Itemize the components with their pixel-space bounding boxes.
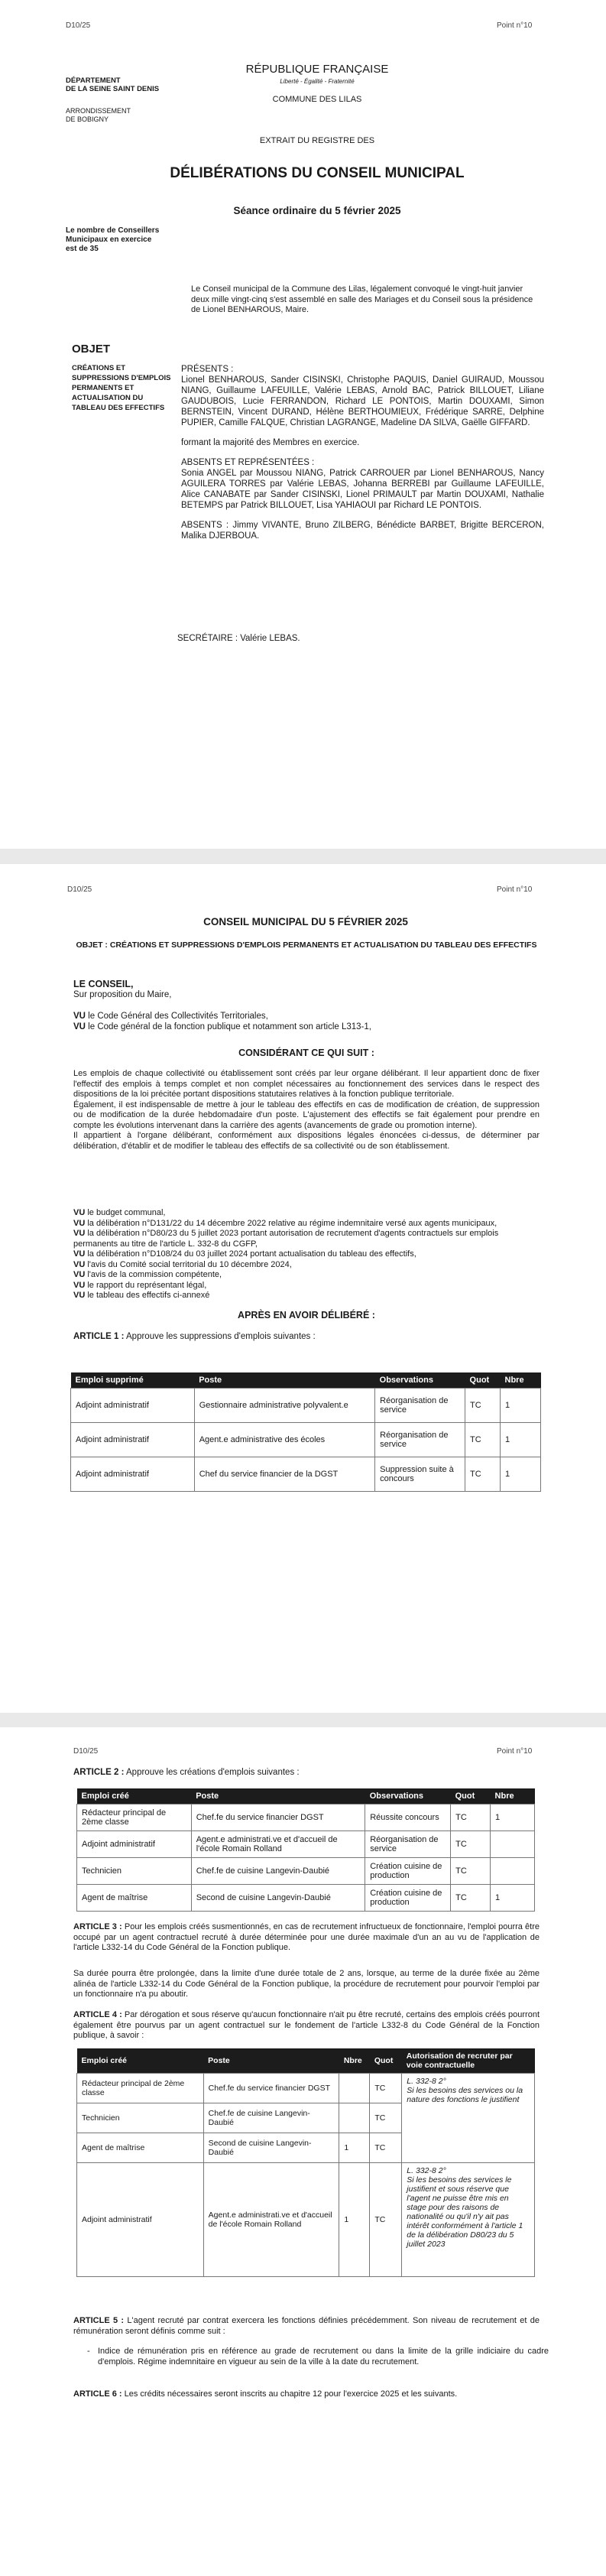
absents-represented-label: ABSENTS ET REPRÉSENTÉES : — [181, 458, 315, 467]
vu-text: la délibération n°D80/23 du 5 juillet 2023 portant autorisation de recrutement d'agents contractuels sur emplois permanents au titre de l'article L. 332-8 du CGFP, — [73, 1229, 499, 1249]
table-header: Poste — [203, 2048, 339, 2074]
table-cell: Adjoint administratif — [77, 2163, 204, 2277]
table-cell: Adjoint administratif — [71, 1389, 195, 1423]
table-row — [71, 1457, 541, 1492]
table-cell: 1 — [339, 2163, 370, 2277]
table-row — [77, 1804, 535, 1831]
absents-list: ABSENTS : Jimmy VIVANTE, Bruno ZILBERG, Bénédicte BARBET, Brigitte BERCERON, Malika DJERBOUA. — [181, 521, 544, 541]
table-cell: TC — [451, 1858, 491, 1885]
table-cell: 1 — [501, 1389, 541, 1423]
article-4-text: Par dérogation et sous réserve qu'aucun fonctionnaire n'ait pu être recruté, certains des emplois créés pourront également être pourvus par un agent contractuel sur le fondement de l'article L332-8 du Code Général de la Fonction publique, à savoir : — [73, 2010, 540, 2040]
le-conseil: LE CONSEIL, — [73, 979, 134, 989]
article-2-label: ARTICLE 2 : — [73, 1768, 125, 1777]
table-cell: Réussite concours — [365, 1804, 451, 1831]
arrondissement: ARRONDISSEMENT DE BOBIGNY — [66, 107, 131, 123]
article-1-label: ARTICLE 1 : — [73, 1332, 125, 1341]
article-6-label: ARTICLE 6 : — [73, 2389, 122, 2399]
table-header: Observations — [375, 1372, 465, 1389]
department: DÉPARTEMENT DE LA SEINE SAINT DENIS — [66, 76, 160, 93]
vu-text: le rapport du représentant légal, — [87, 1280, 207, 1290]
table-cell: TC — [465, 1457, 501, 1492]
vu-item — [73, 1208, 540, 1219]
considerant-p1: Les emplois de chaque collectivité ou établissement sont créés par leur organe délibérant. Il leur appartient donc de fixer l'effectif des emplois à temps complet et non complet nécessaires au fonctionnement des services dans le respect des dispositions de la loi précitée portant dispositions statutaires relatives à la fonction publique territoriale. — [73, 1069, 540, 1099]
table-cell: TC — [451, 1885, 491, 1912]
objet-line: OBJET : CRÉATIONS ET SUPPRESSIONS D'EMPLOIS PERMANENTS ET ACTUALISATION DU TABLEAU DES EFFECTIFS — [76, 940, 537, 950]
page-3 — [0, 1727, 606, 2576]
article-6-text: Les crédits nécessaires seront inscrits au chapitre 12 pour l'exercice 2025 et les suivants. — [124, 2389, 458, 2399]
table-cell: Second de cuisine Langevin-Daubié — [191, 1885, 365, 1912]
page-1 — [0, 0, 606, 849]
considerant-block — [73, 1069, 540, 1152]
extract-label: EXTRAIT DU REGISTRE DES — [259, 136, 375, 145]
vu-text: l'avis de la commission compétente, — [87, 1270, 222, 1279]
table-cell — [339, 2074, 370, 2103]
vu-list — [73, 1208, 540, 1301]
presents-list: Lionel BENHAROUS, Sander CISINSKI, Christophe PAQUIS, Daniel GUIRAUD, Moussou NIANG, Guillaume LAFEUILLE, Valérie LEBAS, Arnold BAC, Patrick BILLOUET, Liliane GAUDUBOIS, Lucie FERRANDON, Richard LE PONTOIS, Martin DOUXAMI, Simon BERNSTEIN, Vincent DURAND, Hélène BERTHOUMIEUX, Frédérique SARRE, Delphine PUPIER, Camille FALQUE, Christian LAGRANGE, Madeline DA SILVA, Gaëlle GIFFARD. — [181, 375, 544, 427]
table-cell: TC — [465, 1389, 501, 1423]
article-1-text: Approuve les suppressions d'emplois suivantes : — [126, 1332, 316, 1341]
table-cell: Création cuisine de production — [365, 1885, 451, 1912]
contractual-table — [76, 2048, 535, 2277]
vu-item — [73, 1291, 540, 1301]
preamble — [73, 979, 540, 1032]
secretary: SECRÉTAIRE : Valérie LEBAS. — [177, 634, 300, 643]
table-cell: Chef du service financier de la DGST — [194, 1457, 374, 1492]
article-5-bullet: - Indice de rémunération pris en référence au grade de recrutement ou dans la limite de la grille indiciaire du cadre d'emplois. Régime indemnitaire en vigueur au sein de la ville à la date du recrutement. — [81, 2347, 549, 2367]
table-cell: Adjoint administratif — [77, 1831, 192, 1858]
doc-ref: D10/25 — [73, 1747, 99, 1756]
article-2-text: Approuve les créations d'emplois suivantes : — [126, 1768, 300, 1777]
vu-text: la délibération n°D131/22 du 14 décembre 2022 relative au régime indemnitaire versé aux agents municipaux, — [87, 1218, 497, 1228]
table-cell: Agent.e administrative des écoles — [194, 1423, 374, 1457]
article-3-text: Pour les emplois créés susmentionnés, en cas de recrutement infructueux de fonctionnaire, l'emploi pourra être occupé par un agent contractuel recruté à durée déterminée pour une durée maximale d'un an au vu de l'application de l'article L332-14 du Code Général de la Fonction publique. — [73, 1922, 540, 1952]
table-header: Nbre — [501, 1372, 541, 1389]
table-cell: Création cuisine de production — [365, 1858, 451, 1885]
doc-ref: D10/25 — [66, 21, 91, 30]
objet-label: OBJET — [72, 343, 111, 356]
table-row — [71, 1423, 541, 1457]
table-cell: Technicien — [77, 1858, 192, 1885]
table-cell: Technicien — [77, 2103, 204, 2133]
table-cell: Chef.fe de cuisine Langevin-Daubié — [203, 2103, 339, 2133]
point-ref: Point n°10 — [497, 21, 533, 30]
vu-word: VU — [73, 1012, 86, 1021]
table-header: Nbre — [339, 2048, 370, 2074]
table-header: Emploi créé — [77, 2048, 204, 2074]
table-cell: TC — [370, 2163, 402, 2277]
auth-text: Si les besoins des services le justifient et sous réserve que l'agent ne puisse être mis en stage pour des raisons de nationalité ou qu'il n'y ait pas intérêt conformément à l'article 1 de la délibération D80/23 du 5 juillet 2023 — [407, 2175, 523, 2249]
vu-word: VU — [73, 1291, 86, 1300]
deliberations-title: DÉLIBÉRATIONS DU CONSEIL MUNICIPAL — [170, 165, 465, 181]
table-row — [71, 1389, 541, 1423]
vu-text: le tableau des effectifs ci-annexé — [87, 1291, 210, 1300]
table-cell: Agent.e administrati.ve et d'accueil de l'école Romain Rolland — [203, 2163, 339, 2277]
table-cell: Chef.fe du service financier DGST — [203, 2074, 339, 2103]
table-header: Poste — [194, 1372, 374, 1389]
vu-cgfp: le Code général de la fonction publique et notamment son article L313-1, — [85, 1022, 371, 1031]
presents-label: PRÉSENTS : — [181, 365, 234, 374]
creations-table — [76, 1788, 535, 1912]
vu-item — [73, 1229, 540, 1249]
table-cell: 1 — [491, 1885, 535, 1912]
table-cell: 1 — [501, 1423, 541, 1457]
table-cell: Adjoint administratif — [71, 1423, 195, 1457]
table-cell: Rédacteur principal de 2ème classe — [77, 1804, 192, 1831]
presents-block — [181, 364, 544, 541]
vu-item — [73, 1270, 540, 1281]
table-row — [77, 2074, 535, 2103]
article-3-text-2: Sa durée pourra être prolongée, dans la limite d'une durée totale de 2 ans, lorsque, au terme de la durée fixée au 2ème alinéa de l'article L332-14 du Code Général de la Fonction publique, la procédure de recrutement pour pourvoir l'emploi par un fonctionnaire n'a pu aboutir. — [73, 1969, 540, 1999]
table-cell: Réorganisation de service — [375, 1423, 465, 1457]
doc-ref: D10/25 — [67, 885, 92, 894]
table-header: Emploi créé — [77, 1788, 192, 1804]
table-cell: Adjoint administratif — [71, 1457, 195, 1492]
table-cell: Réorganisation de service — [365, 1831, 451, 1858]
table-cell: 1 — [339, 2133, 370, 2163]
vu-word: VU — [73, 1259, 86, 1269]
republic-motto: Liberté - Égalité - Fraternité — [280, 78, 355, 85]
majority-text: formant la majorité des Membres en exercice. — [181, 438, 360, 447]
session-title: Séance ordinaire du 5 février 2025 — [233, 205, 401, 216]
vu-word: VU — [73, 1218, 86, 1228]
vu-text: l'avis du Comité social territorial du 10 décembre 2024, — [87, 1259, 292, 1269]
vu-text: le budget communal, — [87, 1208, 166, 1217]
table-row — [77, 1831, 535, 1858]
table-row — [77, 1885, 535, 1912]
vu-word: VU — [73, 1249, 86, 1259]
table-row — [77, 2163, 535, 2277]
authorisation-cell — [402, 2074, 535, 2163]
table-cell — [491, 1858, 535, 1885]
table-cell: TC — [451, 1831, 491, 1858]
table-cell: TC — [370, 2133, 402, 2163]
article-5-label: ARTICLE 5 : — [73, 2316, 125, 2325]
table-cell: Agent de maîtrise — [77, 2133, 204, 2163]
table-cell: Rédacteur principal de 2ème classe — [77, 2074, 204, 2103]
table-cell: Gestionnaire administrative polyvalent.e — [194, 1389, 374, 1423]
table-cell: Second de cuisine Langevin-Daubié — [203, 2133, 339, 2163]
table-header: Nbre — [491, 1788, 535, 1804]
vu-item — [73, 1260, 540, 1271]
auth-title: L. 332-8 2° — [407, 2077, 446, 2086]
table-cell: Chef.fe du service financier DGST — [191, 1804, 365, 1831]
vu-word: VU — [73, 1270, 86, 1279]
table-header: Observations — [365, 1788, 451, 1804]
republic-title: RÉPUBLIQUE FRANÇAISE — [245, 63, 389, 76]
vu-item — [73, 1219, 540, 1230]
page-2 — [0, 864, 606, 1713]
article-4-label: ARTICLE 4 : — [73, 2010, 122, 2019]
objet-text: CRÉATIONS ET SUPPRESSIONS D'EMPLOIS PERMANENTS ET ACTUALISATION DU TABLEAU DES EFFECTIFS — [72, 364, 171, 412]
councillors-count: Le nombre de Conseillers Municipaux en exercice est de 35 — [66, 226, 160, 253]
council-title: CONSEIL MUNICIPAL DU 5 FÉVRIER 2025 — [203, 916, 408, 927]
auth-title: L. 332-8 2° — [407, 2166, 446, 2175]
table-header: Quot — [370, 2048, 402, 2074]
considerant-p2: Également, il est indispensable de mettre à jour le tableau des effectifs en cas de modification de création, de suppression ou de modification de la durée hebdomadaire d'un poste. L'ajustement des effectifs se fait également pour prendre en compte les évolutions intervenant dans la carrière des agents (avancements de grade ou promotion interne). — [73, 1100, 540, 1130]
vu-item — [73, 1249, 540, 1260]
vu-cgct: le Code Général des Collectivités Territoriales, — [85, 1012, 268, 1021]
considerant-title: CONSIDÉRANT CE QUI SUIT : — [238, 1048, 374, 1058]
commune: COMMUNE DES LILAS — [272, 95, 362, 104]
table-header: Quot — [465, 1372, 501, 1389]
table-cell: Agent de maîtrise — [77, 1885, 192, 1912]
table-cell: TC — [465, 1423, 501, 1457]
authorisation-cell — [402, 2163, 535, 2277]
table-cell: 1 — [491, 1804, 535, 1831]
table-header: Poste — [191, 1788, 365, 1804]
point-ref: Point n°10 — [497, 1747, 533, 1756]
table-cell: TC — [370, 2103, 402, 2133]
article-5-text: L'agent recruté par contrat exercera les fonctions définies précédemment. Son niveau de recrutement et de rémunération seront définis comme suit : — [73, 2316, 540, 2336]
session-intro: Le Conseil municipal de la Commune des Lilas, légalement convoqué le vingt-huit janvier deux mille vingt-cinq s'est assemblé en salle des Mariages et du Conseil sous la présidence de Lionel BENHAROUS, Maire. — [191, 284, 533, 314]
article-3-label: ARTICLE 3 : — [73, 1922, 122, 1931]
point-ref: Point n°10 — [497, 885, 533, 894]
table-header: Emploi supprimé — [71, 1372, 195, 1389]
table-cell: Suppression suite à concours — [375, 1457, 465, 1492]
table-cell: 1 — [501, 1457, 541, 1492]
auth-text: Si les besoins des services ou la nature des fonctions le justifient — [407, 2086, 523, 2104]
table-cell: Réorganisation de service — [375, 1389, 465, 1423]
table-row — [77, 1858, 535, 1885]
table-cell: Agent.e administrati.ve et d'accueil de l'école Romain Rolland — [191, 1831, 365, 1858]
table-cell: TC — [370, 2074, 402, 2103]
apres-deliberation: APRÈS EN AVOIR DÉLIBÉRÉ : — [238, 1310, 375, 1320]
vu-word: VU — [73, 1280, 86, 1290]
considerant-p3: Il appartient à l'organe délibérant, conformément aux dispositions légales énoncées ci-dessus, de déterminer par délibération, d'établir et de modifier le tableau des effectifs de sa collectivité ou de son établissement. — [73, 1131, 540, 1151]
table-cell: Chef.fe de cuisine Langevin-Daubié — [191, 1858, 365, 1885]
table-cell — [491, 1831, 535, 1858]
absents-represented-list: Sonia ANGEL par Moussou NIANG, Patrick CARROUER par Lionel BENHAROUS, Nancy AGUILERA TORRES par Valérie LEBAS, Johanna BERREBI par Guillaume LAFEUILLE, Alice CANABATE par Sander CISINSKI, Lionel PRIMAULT par Martin DOUXAMI, Nathalie BETEMPS par Patrick BILLOUET, Lisa YAHIAOUI par Richard LE PONTOIS. — [181, 469, 544, 510]
vu-word: VU — [73, 1022, 86, 1031]
vu-word: VU — [73, 1229, 86, 1238]
vu-item — [73, 1281, 540, 1291]
table-header: Autorisation de recruter par voie contractuelle — [402, 2048, 535, 2074]
proposition: Sur proposition du Maire, — [73, 990, 172, 999]
table-cell — [339, 2103, 370, 2133]
table-cell: TC — [451, 1804, 491, 1831]
suppressions-table — [70, 1372, 541, 1492]
table-header: Quot — [451, 1788, 491, 1804]
vu-word: VU — [73, 1208, 86, 1217]
vu-text: la délibération n°D108/24 du 03 juillet 2024 portant actualisation du tableau des effectifs, — [87, 1249, 416, 1259]
